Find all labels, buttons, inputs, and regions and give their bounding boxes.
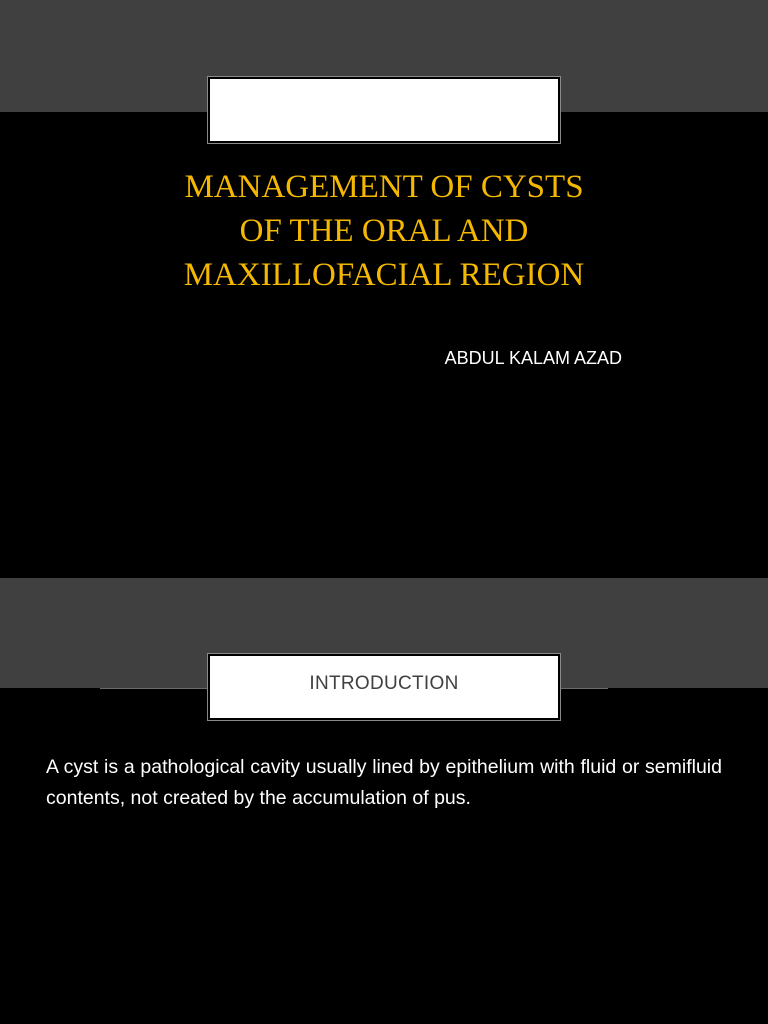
slide-title: MANAGEMENT OF CYSTS OF THE ORAL AND MAXILLOFACIAL REGION [183,169,585,293]
title-placeholder-box [208,77,560,143]
heading-box [208,654,560,720]
divider-line-left [100,688,208,689]
definition-text: A cyst is a pathological cavity usually lined by epithelium with fluid or semifluid contents, not created by the accumulation of pus. [46,756,722,809]
section-heading: INTRODUCTION [309,673,459,694]
introduction-slide [0,578,768,1024]
author-name: ABDUL KALAM AZAD [444,348,622,368]
divider-line-right [560,688,608,689]
